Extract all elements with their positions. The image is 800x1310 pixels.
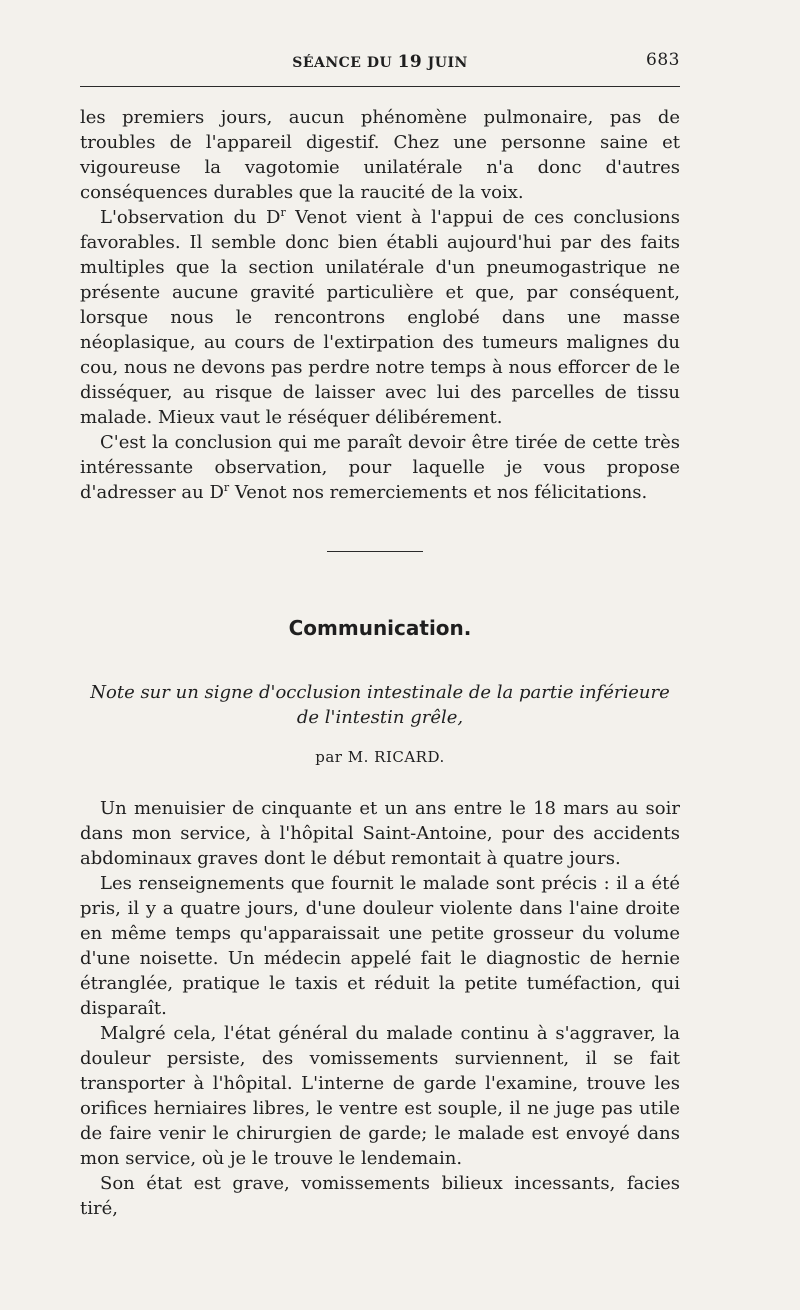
note-title-line-2: de l'intestin grêle,	[296, 707, 464, 728]
superscript: r	[280, 206, 286, 219]
section-separator	[327, 551, 423, 552]
text-run: Venot nos remerciements et nos félicitations.	[229, 482, 648, 503]
running-head-month: JUIN	[427, 55, 468, 71]
paragraph-conclusion	[80, 430, 680, 505]
running-head	[80, 50, 680, 74]
body-text	[80, 796, 680, 1221]
paragraph-history: Les renseignements que fournit le malade sont précis : il a été pris, il y a quatre jours, d'une douleur violente dans l'aine droite en même temps qu'apparaissait une petite grosseur du volume d'une noisette. Un médecin appelé fait le diagnostic de hernie étranglée, pratique le taxis et réduit la petite tuméfaction, qui disparaît.	[80, 873, 680, 1019]
superscript: r	[223, 481, 230, 494]
note-title	[80, 680, 680, 730]
running-head-day: 19	[397, 52, 423, 72]
text-run: C'est la conclusion qui me paraît devoir être tirée de cette très intéressante observation, pour laquelle je vous propose d'adresser au D	[80, 432, 680, 503]
text-run: L'observation du D	[100, 207, 281, 228]
section-title: Communication.	[288, 616, 472, 640]
note-title-line-1: Note sur un signe d'occlusion intestinale de la partie inférieure	[90, 682, 670, 703]
author-byline: par M. RICARD.	[315, 748, 445, 766]
paragraph-continued: les premiers jours, aucun phénomène pulmonaire, pas de troubles de l'appareil digestif. Chez une personne saine et vigoureuse la vagotomie unilatérale n'a donc d'autres conséquences durables que la raucité de la voix.	[80, 107, 680, 203]
paragraph-aggravation: Malgré cela, l'état général du malade continu à s'aggraver, la douleur persiste, des vomissements surviennent, il se fait transporter à l'hôpital. L'interne de garde l'examine, trouve les orifices herniaires libres, le ventre est souple, il ne juge pas utile de faire venir le chirurgien de garde; le malade est envoyé dans mon service, où je le trouve le lendemain.	[80, 1023, 680, 1169]
continued-text	[80, 105, 680, 505]
paragraph-case-intro: Un menuisier de cinquante et un ans entre le 18 mars au soir dans mon service, à l'hôpital Saint-Antoine, pour des accidents abdominaux graves dont le début remontait à quatre jours.	[80, 798, 680, 869]
paragraph-venot-observation	[80, 205, 680, 430]
header-rule	[80, 86, 680, 87]
paragraph-state: Son état est grave, vomissements bilieux incessants, facies tiré,	[80, 1173, 680, 1219]
text-run: Venot vient à l'appui de ces conclusions favorables. Il semble donc bien établi aujourd'hui par des faits multiples que la section unilatérale d'un pneumogastrique ne présente aucune gravité particulière et que, par conséquent, lorsque nous le rencontrons englobé dans une masse néoplasique, au cours de l'extirpation des tumeurs malignes du cou, nous ne devons pas perdre notre temps à nous efforcer de le disséquer, au risque de laisser avec lui des parcelles de tissu malade. Mieux vaut le réséquer délibérement.	[80, 207, 680, 428]
page-number: 683	[646, 50, 680, 70]
running-head-prefix: SÉANCE DU	[292, 55, 393, 71]
running-head-title	[80, 52, 680, 72]
